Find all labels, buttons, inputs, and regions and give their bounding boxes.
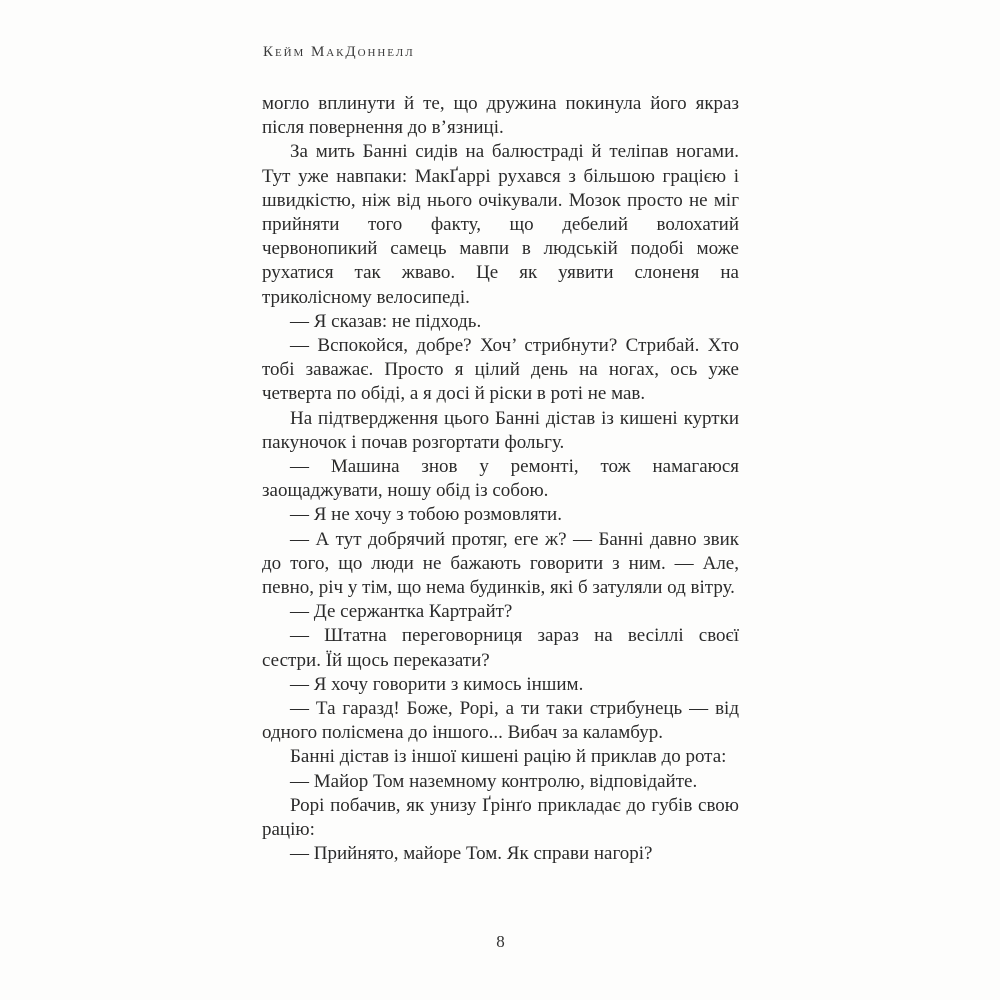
paragraph: — Де сержантка Картрайт? — [290, 601, 513, 623]
paragraph: Рорі побачив, як унизу Ґрінґо прикладає до губів свою рацію: — [262, 794, 739, 841]
paragraph: Банні дістав із іншої кишені рацію й приклав до рота: — [290, 746, 727, 768]
paragraph: — Я хочу говорити з кимось іншим. — [290, 673, 584, 695]
body-text — [262, 92, 739, 867]
page-number: 8 — [496, 932, 505, 951]
paragraph: — Прийнято, майоре Том. Як справи нагорі? — [290, 843, 653, 865]
paragraph: На підтвердження цього Банні дістав із кишені куртки пакуночок і почав розгортати фольгу. — [262, 407, 739, 453]
paragraph: могло вплинути й те, що дружина покинула його якраз після повернення до в’язниці. — [262, 93, 739, 139]
paragraph: — Та гаразд! Боже, Рорі, а ти таки стрибунець — від одного полісмена до іншого... Вибач за каламбур. — [262, 698, 739, 744]
paragraph: — Вспокойся, добре? Хоч’ стрибнути? Стрибай. Хто тобі заважає. Просто я цілий день на ногах, ось уже четверта по обіді, а я досі й ріски в роті не мав. — [262, 335, 739, 405]
paragraph: — А тут добрячий протяг, еге ж? — Банні давно звик до того, що люди не бажають говорити з ним. — Але, певно, річ у тім, що нема будинків, які б затуляли од вітру. — [262, 528, 739, 599]
running-header-author: Кейм МакДоннелл — [263, 44, 415, 60]
paragraph: За мить Банні сидів на балюстраді й теліпав ногами. Тут уже навпаки: МакҐаррі рухався з більшою грацією і швидкістю, ніж від нього очікували. Мозок просто не міг прийняти того факту, що дебелий волохатий червонопикий самець мавпи в людській подобі може рухатися так жваво. Це як уявити слоненя на триколісному велосипеді. — [262, 141, 739, 308]
paragraph: — Я сказав: не підходь. — [290, 310, 482, 332]
paragraph: — Штатна переговорниця зараз на весіллі своєї сестри. Їй щось переказати? — [262, 625, 739, 671]
paragraph: — Майор Том наземному контролю, відповідайте. — [290, 770, 698, 792]
paragraph: — Я не хочу з тобою розмовляти. — [290, 504, 562, 526]
paragraph: — Машина знов у ремонті, тож намагаюся заощаджувати, ношу обід із собою. — [262, 456, 739, 502]
